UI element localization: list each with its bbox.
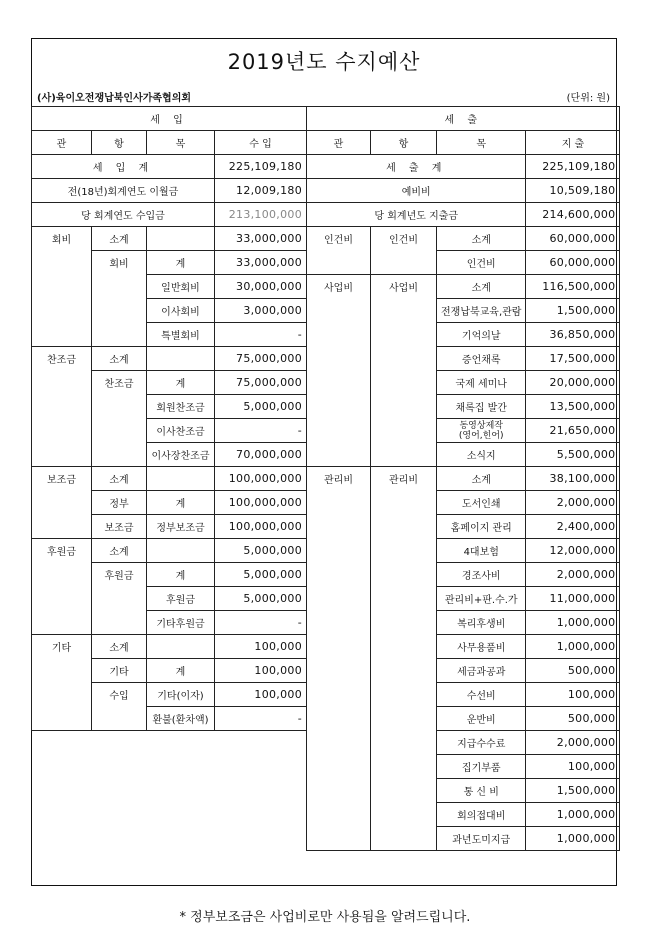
income-row bbox=[32, 371, 307, 395]
income-cell-mok: 계 bbox=[147, 563, 215, 587]
expense-row bbox=[307, 515, 620, 539]
expense-cell-hang bbox=[371, 443, 437, 467]
expense-row bbox=[307, 419, 620, 443]
income-row bbox=[32, 467, 307, 491]
income-row bbox=[32, 515, 307, 539]
expense-cell-hang bbox=[371, 803, 437, 827]
income-cell-mok bbox=[147, 635, 215, 659]
expense-cell-mok: 수선비 bbox=[437, 683, 526, 707]
expense-cell-amount: 500,000 bbox=[526, 659, 620, 683]
income-cell-gwan bbox=[32, 299, 92, 323]
income-cell-gwan: 기타 bbox=[32, 635, 92, 659]
expense-cell-amount: 20,000,000 bbox=[526, 371, 620, 395]
expense-cell-amount: 1,000,000 bbox=[526, 803, 620, 827]
expense-cell-gwan bbox=[307, 371, 371, 395]
expense-cell-mok: 국제 세미나 bbox=[437, 371, 526, 395]
expense-cell-gwan bbox=[307, 659, 371, 683]
expense-current-value: 214,600,000 bbox=[526, 203, 620, 227]
expense-row bbox=[307, 803, 620, 827]
income-row bbox=[32, 395, 307, 419]
expense-row bbox=[307, 683, 620, 707]
expense-cell-amount: 100,000 bbox=[526, 683, 620, 707]
income-row bbox=[32, 587, 307, 611]
income-row bbox=[32, 443, 307, 467]
income-cell-hang: 소계 bbox=[92, 467, 147, 491]
income-cell-mok: 회원찬조금 bbox=[147, 395, 215, 419]
income-cell-mok: 계 bbox=[147, 491, 215, 515]
income-cell-gwan bbox=[32, 275, 92, 299]
expense-cell-hang bbox=[371, 587, 437, 611]
expense-cell-mok: 홈페이지 관리 bbox=[437, 515, 526, 539]
income-cell-amount: 5,000,000 bbox=[215, 587, 307, 611]
expense-cell-hang bbox=[371, 827, 437, 851]
expense-row bbox=[307, 371, 620, 395]
income-cell-mok: 기타(이자) bbox=[147, 683, 215, 707]
income-row bbox=[32, 323, 307, 347]
income-cell-hang bbox=[92, 419, 147, 443]
expense-cell-amount: 116,500,000 bbox=[526, 275, 620, 299]
expense-row bbox=[307, 707, 620, 731]
expense-row bbox=[307, 731, 620, 755]
expense-col-gwan: 관 bbox=[307, 131, 371, 155]
expense-cell-amount: 11,000,000 bbox=[526, 587, 620, 611]
income-cell-hang: 소계 bbox=[92, 227, 147, 251]
footnote: * 정부보조금은 사업비로만 사용됨을 알려드립니다. bbox=[179, 910, 471, 925]
expense-cell-amount: 12,000,000 bbox=[526, 539, 620, 563]
expense-cell-gwan bbox=[307, 299, 371, 323]
expense-cell-mok: 복리후생비 bbox=[437, 611, 526, 635]
income-cell-hang: 기타 bbox=[92, 659, 147, 683]
expense-row bbox=[307, 227, 620, 251]
expense-cell-mok: 집기부품 bbox=[437, 755, 526, 779]
income-total-label: 세 입 계 bbox=[32, 155, 215, 179]
expense-cell-hang bbox=[371, 395, 437, 419]
expense-current-label: 당 회계년도 지출금 bbox=[307, 203, 526, 227]
income-cell-gwan bbox=[32, 443, 92, 467]
expense-row bbox=[307, 251, 620, 275]
expense-total-value: 225,109,180 bbox=[526, 155, 620, 179]
expense-cell-mok: 경조사비 bbox=[437, 563, 526, 587]
income-cell-amount: - bbox=[215, 419, 307, 443]
income-col-amount: 수 입 bbox=[215, 131, 307, 155]
expense-cell-hang bbox=[371, 539, 437, 563]
income-cell-hang: 수입 bbox=[92, 683, 147, 707]
expense-cell-mok: 통 신 비 bbox=[437, 779, 526, 803]
expense-row bbox=[307, 659, 620, 683]
income-cell-gwan bbox=[32, 491, 92, 515]
expense-cell-hang: 인건비 bbox=[371, 227, 437, 251]
expense-cell-mok: 운반비 bbox=[437, 707, 526, 731]
income-cell-amount: 30,000,000 bbox=[215, 275, 307, 299]
income-cell-mok: 특별회비 bbox=[147, 323, 215, 347]
income-cell-amount: 5,000,000 bbox=[215, 563, 307, 587]
expense-cell-gwan bbox=[307, 563, 371, 587]
expense-cell-amount: 17,500,000 bbox=[526, 347, 620, 371]
expense-cell-mok: 채록집 발간 bbox=[437, 395, 526, 419]
expense-cell-hang: 사업비 bbox=[371, 275, 437, 299]
income-cell-hang: 소계 bbox=[92, 539, 147, 563]
income-cell-hang: 회비 bbox=[92, 251, 147, 275]
income-cell-gwan: 보조금 bbox=[32, 467, 92, 491]
income-cell-hang bbox=[92, 299, 147, 323]
expense-cell-mok: 지급수수료 bbox=[437, 731, 526, 755]
income-cell-gwan bbox=[32, 659, 92, 683]
income-cell-mok: 계 bbox=[147, 371, 215, 395]
expense-col-hang: 항 bbox=[371, 131, 437, 155]
expense-cell-gwan bbox=[307, 635, 371, 659]
income-cell-amount: 5,000,000 bbox=[215, 539, 307, 563]
income-row bbox=[32, 539, 307, 563]
expense-cell-gwan bbox=[307, 587, 371, 611]
income-cell-hang bbox=[92, 323, 147, 347]
income-row bbox=[32, 251, 307, 275]
expense-cell-amount: 1,000,000 bbox=[526, 827, 620, 851]
income-cell-gwan bbox=[32, 563, 92, 587]
expense-cell-hang bbox=[371, 707, 437, 731]
expense-cell-mok: 인건비 bbox=[437, 251, 526, 275]
expense-row bbox=[307, 755, 620, 779]
income-row bbox=[32, 227, 307, 251]
income-cell-gwan bbox=[32, 683, 92, 707]
expense-cell-hang bbox=[371, 347, 437, 371]
expense-cell-gwan bbox=[307, 707, 371, 731]
income-row bbox=[32, 563, 307, 587]
income-cell-gwan bbox=[32, 251, 92, 275]
income-cell-amount: - bbox=[215, 323, 307, 347]
income-row bbox=[32, 683, 307, 707]
income-cell-amount: - bbox=[215, 611, 307, 635]
expense-cell-gwan bbox=[307, 755, 371, 779]
income-cell-amount: 100,000,000 bbox=[215, 491, 307, 515]
income-cell-amount: 70,000,000 bbox=[215, 443, 307, 467]
income-cell-mok: 일반회비 bbox=[147, 275, 215, 299]
expense-cell-hang bbox=[371, 779, 437, 803]
expense-cell-hang bbox=[371, 251, 437, 275]
expense-cell-gwan bbox=[307, 515, 371, 539]
income-cell-mok bbox=[147, 467, 215, 491]
expense-row bbox=[307, 275, 620, 299]
carryover-value: 12,009,180 bbox=[215, 179, 307, 203]
income-cell-hang bbox=[92, 587, 147, 611]
expense-cell-amount: 1,000,000 bbox=[526, 635, 620, 659]
expense-cell-gwan bbox=[307, 827, 371, 851]
expense-cell-amount: 100,000 bbox=[526, 755, 620, 779]
expense-cell-amount: 2,000,000 bbox=[526, 563, 620, 587]
unit-label: (단위: 원) bbox=[566, 93, 610, 104]
expense-cell-amount: 36,850,000 bbox=[526, 323, 620, 347]
expense-cell-mok: 과년도미지급 bbox=[437, 827, 526, 851]
expense-row bbox=[307, 347, 620, 371]
expense-cell-amount: 2,400,000 bbox=[526, 515, 620, 539]
expense-cell-amount: 13,500,000 bbox=[526, 395, 620, 419]
income-cell-hang: 정부 bbox=[92, 491, 147, 515]
income-cell-mok: 이사찬조금 bbox=[147, 419, 215, 443]
expense-cell-hang bbox=[371, 491, 437, 515]
income-cell-amount: 100,000,000 bbox=[215, 515, 307, 539]
expense-cell-hang bbox=[371, 515, 437, 539]
income-cell-gwan: 찬조금 bbox=[32, 347, 92, 371]
expense-cell-gwan bbox=[307, 803, 371, 827]
income-cell-mok: 이사회비 bbox=[147, 299, 215, 323]
income-cell-gwan: 후원금 bbox=[32, 539, 92, 563]
income-cell-mok bbox=[147, 227, 215, 251]
income-cell-hang: 후원금 bbox=[92, 563, 147, 587]
income-cell-gwan bbox=[32, 587, 92, 611]
income-cell-amount: 33,000,000 bbox=[215, 251, 307, 275]
expense-row bbox=[307, 611, 620, 635]
income-cell-amount: 3,000,000 bbox=[215, 299, 307, 323]
income-cell-amount: 100,000,000 bbox=[215, 467, 307, 491]
expense-cell-amount: 60,000,000 bbox=[526, 227, 620, 251]
income-row bbox=[32, 491, 307, 515]
income-cell-hang bbox=[92, 443, 147, 467]
expense-cell-gwan bbox=[307, 323, 371, 347]
expense-cell-amount: 21,650,000 bbox=[526, 419, 620, 443]
income-cell-amount: 100,000 bbox=[215, 683, 307, 707]
expense-cell-gwan bbox=[307, 539, 371, 563]
income-row bbox=[32, 275, 307, 299]
expense-cell-hang bbox=[371, 563, 437, 587]
expense-cell-gwan bbox=[307, 611, 371, 635]
income-cell-mok: 환불(환차액) bbox=[147, 707, 215, 731]
expense-cell-hang bbox=[371, 323, 437, 347]
expense-row bbox=[307, 539, 620, 563]
expense-cell-hang bbox=[371, 635, 437, 659]
expense-cell-amount: 5,500,000 bbox=[526, 443, 620, 467]
expense-cell-amount: 500,000 bbox=[526, 707, 620, 731]
expense-cell-gwan: 인건비 bbox=[307, 227, 371, 251]
expense-row bbox=[307, 563, 620, 587]
expense-cell-hang bbox=[371, 731, 437, 755]
expense-cell-gwan bbox=[307, 395, 371, 419]
expense-cell-amount: 1,000,000 bbox=[526, 611, 620, 635]
income-rows bbox=[32, 227, 307, 731]
income-cell-amount: - bbox=[215, 707, 307, 731]
income-cell-mok bbox=[147, 539, 215, 563]
income-cell-mok: 이사장찬조금 bbox=[147, 443, 215, 467]
income-cell-hang bbox=[92, 707, 147, 731]
income-cell-hang bbox=[92, 275, 147, 299]
expense-row bbox=[307, 635, 620, 659]
income-cell-mok: 기타후원금 bbox=[147, 611, 215, 635]
income-row bbox=[32, 707, 307, 731]
expense-table bbox=[306, 106, 620, 851]
income-cell-gwan bbox=[32, 323, 92, 347]
expense-cell-mok: 사무용품비 bbox=[437, 635, 526, 659]
reserve-label: 예비비 bbox=[307, 179, 526, 203]
income-cell-mok bbox=[147, 347, 215, 371]
expense-cell-gwan bbox=[307, 347, 371, 371]
expense-cell-hang bbox=[371, 611, 437, 635]
carryover-label: 전(18년)회계연도 이월금 bbox=[32, 179, 215, 203]
expense-cell-mok: 동영상제작 (영어,힌어) bbox=[437, 419, 526, 443]
expense-cell-amount: 2,000,000 bbox=[526, 731, 620, 755]
expense-row bbox=[307, 299, 620, 323]
expense-col-mok: 목 bbox=[437, 131, 526, 155]
income-cell-amount: 75,000,000 bbox=[215, 347, 307, 371]
income-row bbox=[32, 347, 307, 371]
income-col-hang: 항 bbox=[92, 131, 147, 155]
income-total-value: 225,109,180 bbox=[215, 155, 307, 179]
expense-row bbox=[307, 395, 620, 419]
expense-cell-mok: 관리비+판.수.가 bbox=[437, 587, 526, 611]
expense-cell-hang bbox=[371, 299, 437, 323]
income-row bbox=[32, 299, 307, 323]
expense-cell-mok: 소계 bbox=[437, 467, 526, 491]
expense-cell-mok: 세금과공과 bbox=[437, 659, 526, 683]
income-cell-hang bbox=[92, 611, 147, 635]
income-current-value: 213,100,000 bbox=[215, 203, 307, 227]
income-cell-hang: 소계 bbox=[92, 347, 147, 371]
expense-cell-amount: 1,500,000 bbox=[526, 299, 620, 323]
income-cell-mok: 계 bbox=[147, 251, 215, 275]
income-cell-amount: 75,000,000 bbox=[215, 371, 307, 395]
income-cell-amount: 33,000,000 bbox=[215, 227, 307, 251]
income-cell-amount: 100,000 bbox=[215, 635, 307, 659]
income-cell-hang: 찬조금 bbox=[92, 371, 147, 395]
expense-cell-gwan bbox=[307, 443, 371, 467]
income-cell-hang bbox=[92, 395, 147, 419]
expense-cell-hang bbox=[371, 371, 437, 395]
income-cell-gwan bbox=[32, 395, 92, 419]
expense-cell-hang bbox=[371, 683, 437, 707]
income-cell-mok: 후원금 bbox=[147, 587, 215, 611]
reserve-value: 10,509,180 bbox=[526, 179, 620, 203]
expense-section-header: 세 출 bbox=[307, 107, 620, 131]
expense-cell-mok: 소계 bbox=[437, 275, 526, 299]
income-cell-amount: 5,000,000 bbox=[215, 395, 307, 419]
expense-cell-amount: 60,000,000 bbox=[526, 251, 620, 275]
income-cell-gwan bbox=[32, 707, 92, 731]
expense-cell-mok: 회의접대비 bbox=[437, 803, 526, 827]
page-title: 2019년도 수지예산 bbox=[227, 50, 421, 74]
income-cell-gwan bbox=[32, 371, 92, 395]
income-cell-hang: 소계 bbox=[92, 635, 147, 659]
expense-cell-amount: 38,100,000 bbox=[526, 467, 620, 491]
income-section-header: 세 입 bbox=[32, 107, 307, 131]
income-current-label: 당 회계연도 수입금 bbox=[32, 203, 215, 227]
expense-row bbox=[307, 827, 620, 851]
expense-cell-mok: 증언채록 bbox=[437, 347, 526, 371]
income-cell-gwan bbox=[32, 419, 92, 443]
income-cell-gwan: 회비 bbox=[32, 227, 92, 251]
expense-cell-gwan bbox=[307, 251, 371, 275]
expense-row bbox=[307, 323, 620, 347]
income-row bbox=[32, 611, 307, 635]
income-cell-gwan bbox=[32, 611, 92, 635]
income-cell-amount: 100,000 bbox=[215, 659, 307, 683]
expense-cell-hang bbox=[371, 755, 437, 779]
expense-cell-gwan bbox=[307, 731, 371, 755]
expense-cell-gwan bbox=[307, 683, 371, 707]
income-col-gwan: 관 bbox=[32, 131, 92, 155]
income-cell-mok: 계 bbox=[147, 659, 215, 683]
expense-col-amount: 지 출 bbox=[526, 131, 620, 155]
expense-cell-mok: 소계 bbox=[437, 227, 526, 251]
expense-cell-hang bbox=[371, 419, 437, 443]
expense-cell-mok: 4대보험 bbox=[437, 539, 526, 563]
expense-cell-mok: 전쟁납북교육,관람 bbox=[437, 299, 526, 323]
expense-rows bbox=[307, 227, 620, 851]
income-row bbox=[32, 659, 307, 683]
expense-cell-gwan: 사업비 bbox=[307, 275, 371, 299]
expense-row bbox=[307, 467, 620, 491]
income-cell-hang: 보조금 bbox=[92, 515, 147, 539]
income-row bbox=[32, 419, 307, 443]
expense-cell-mok: 도서인쇄 bbox=[437, 491, 526, 515]
expense-row bbox=[307, 779, 620, 803]
expense-cell-gwan: 관리비 bbox=[307, 467, 371, 491]
expense-cell-amount: 1,500,000 bbox=[526, 779, 620, 803]
organization-name: (사)육이오전쟁납북인사가족협의회 bbox=[37, 93, 192, 104]
expense-cell-gwan bbox=[307, 419, 371, 443]
expense-cell-gwan bbox=[307, 779, 371, 803]
expense-cell-mok: 소식지 bbox=[437, 443, 526, 467]
income-row bbox=[32, 635, 307, 659]
expense-row bbox=[307, 443, 620, 467]
income-cell-mok: 정부보조금 bbox=[147, 515, 215, 539]
expense-total-label: 세 출 계 bbox=[307, 155, 526, 179]
expense-row bbox=[307, 587, 620, 611]
expense-row bbox=[307, 491, 620, 515]
income-col-mok: 목 bbox=[147, 131, 215, 155]
income-table bbox=[31, 106, 307, 731]
income-cell-gwan bbox=[32, 515, 92, 539]
expense-cell-gwan bbox=[307, 491, 371, 515]
expense-cell-amount: 2,000,000 bbox=[526, 491, 620, 515]
expense-cell-hang: 관리비 bbox=[371, 467, 437, 491]
expense-cell-hang bbox=[371, 659, 437, 683]
expense-cell-mok: 기억의날 bbox=[437, 323, 526, 347]
